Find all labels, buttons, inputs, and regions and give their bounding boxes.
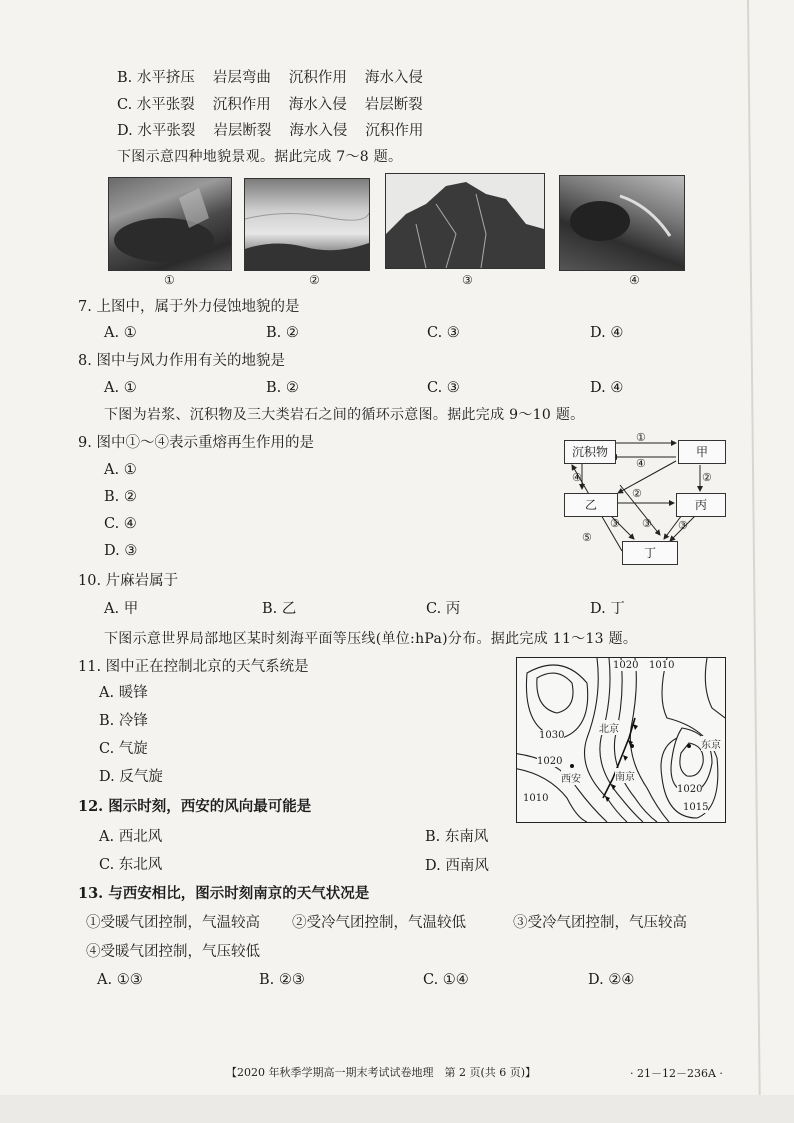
q13-statement-3: ③受冷气团控制，气压较高	[513, 915, 687, 931]
prev-opt-d-4: 沉积作用	[365, 123, 424, 139]
arrow-label-9: ⑤	[582, 531, 592, 544]
q8-stem: 8. 图中与风力作用有关的地貌是	[78, 353, 285, 369]
isobar-label-1020a: 1020	[613, 660, 639, 671]
landform-photo-4	[559, 175, 685, 271]
node-jia: 甲	[678, 440, 726, 464]
isobar-label-1030: 1030	[539, 730, 565, 741]
city-nanjing: 南京	[615, 768, 635, 783]
q9-opt-a: A. ①	[104, 462, 137, 478]
photo-caption-3: ③	[462, 273, 473, 287]
q13-statement-2: ②受冷气团控制，气温较低	[292, 915, 466, 931]
isobar-label-1010a: 1010	[649, 660, 675, 671]
city-beijing: 北京	[599, 720, 619, 735]
q11-opt-b: B. 冷锋	[99, 713, 148, 729]
prev-opt-c-2: 沉积作用	[212, 97, 271, 113]
arrow-label-3: ④	[572, 471, 582, 484]
prev-opt-d-2: 岩层断裂	[213, 123, 272, 139]
landform-photo-2	[244, 178, 370, 271]
arrow-label-2: ④	[636, 457, 646, 470]
q12-opt-d: D. 西南风	[425, 858, 489, 874]
isobar-label-1015: 1015	[683, 802, 709, 813]
q13-stem: 13. 与西安相比，图示时刻南京的天气状况是	[78, 885, 370, 902]
q12-opt-a: A. 西北风	[99, 829, 163, 845]
isobar-label-1020b: 1020	[537, 756, 563, 767]
isobar-label-1020c: 1020	[677, 784, 703, 795]
prev-opt-b	[117, 68, 423, 88]
q9-stem: 9. 图中①～④表示重熔再生作用的是	[78, 435, 314, 451]
q10-opt-c: C. 丙	[426, 601, 461, 617]
q9-opt-c: C. ④	[104, 516, 137, 532]
prev-opt-c	[117, 95, 423, 115]
photo-caption-1: ①	[164, 273, 175, 287]
q11-opt-c: C. 气旋	[99, 741, 148, 757]
city-xian: 西安	[561, 770, 581, 785]
prev-opt-d	[117, 121, 423, 141]
q7-opt-b: B. ②	[266, 325, 299, 341]
prev-opt-c-3: 海水入侵	[288, 97, 347, 113]
q10-opt-a: A. 甲	[104, 601, 139, 617]
intro-q7-8: 下图示意四种地貌景观。据此完成 7～8 题。	[117, 149, 403, 165]
node-bing: 丙	[676, 493, 726, 517]
q12-opt-b: B. 东南风	[425, 829, 489, 845]
prev-opt-c-1: C. 水平张裂	[117, 97, 195, 113]
photo-caption-4: ④	[629, 273, 640, 287]
q7-stem: 7. 上图中，属于外力侵蚀地貌的是	[78, 299, 300, 315]
q11-stem: 11. 图中正在控制北京的天气系统是	[78, 659, 309, 675]
q13-statement-1: ①受暖气团控制，气温较高	[86, 915, 260, 931]
prev-opt-b-1: B. 水平挤压	[117, 70, 195, 86]
q13-opt-a: A. ①③	[97, 972, 143, 988]
arrow-label-7: ③	[642, 517, 652, 530]
photo-caption-2: ②	[309, 273, 320, 287]
arrow-label-4: ②	[702, 471, 712, 484]
intro-q9-10: 下图为岩浆、沉积物及三大类岩石之间的循环示意图。据此完成 9～10 题。	[104, 407, 585, 423]
q7-opt-a: A. ①	[104, 325, 137, 341]
q8-opt-a: A. ①	[104, 380, 137, 396]
footer-title: 【2020 年秋季学期高一期末考试试卷地理 第 2 页(共 6 页)】	[226, 1066, 537, 1079]
rock-cycle-diagram	[560, 431, 730, 570]
arrow-label-6: ③	[610, 517, 620, 530]
q10-opt-d: D. 丁	[590, 601, 625, 617]
node-ding: 丁	[622, 541, 678, 565]
prev-opt-d-1: D. 水平张裂	[117, 123, 196, 139]
q8-opt-c: C. ③	[427, 380, 460, 396]
landform-photo-3	[385, 173, 545, 269]
q9-opt-b: B. ②	[104, 489, 137, 505]
q10-opt-b: B. 乙	[262, 601, 297, 617]
arrow-label-1: ①	[636, 431, 646, 444]
footer-code: · 21－12－236A ·	[630, 1067, 723, 1080]
prev-opt-c-4: 岩层断裂	[364, 97, 423, 113]
q10-stem: 10. 片麻岩属于	[78, 573, 179, 589]
q11-opt-a: A. 暖锋	[99, 685, 148, 701]
isobar-map	[516, 657, 726, 823]
q13-opt-d: D. ②④	[588, 972, 635, 988]
q9-opt-d: D. ③	[104, 543, 138, 559]
prev-opt-b-2: 岩层弯曲	[212, 70, 271, 86]
arrow-label-8: ③	[678, 519, 688, 532]
prev-opt-b-4: 海水入侵	[364, 70, 423, 86]
isobar-label-1010b: 1010	[523, 793, 549, 804]
node-sediment: 沉积物	[564, 440, 616, 464]
node-yi: 乙	[564, 493, 618, 517]
prev-opt-d-3: 海水入侵	[289, 123, 348, 139]
city-tokyo: 东京	[701, 736, 721, 751]
q7-opt-c: C. ③	[427, 325, 460, 341]
q8-opt-d: D. ④	[590, 380, 624, 396]
q11-opt-d: D. 反气旋	[99, 769, 163, 785]
q13-statement-4: ④受暖气团控制，气压较低	[86, 944, 260, 960]
landform-photo-1	[108, 177, 232, 271]
q13-opt-b: B. ②③	[259, 972, 305, 988]
q8-opt-b: B. ②	[266, 380, 299, 396]
q12-opt-c: C. 东北风	[99, 857, 163, 873]
intro-q11-13: 下图示意世界局部地区某时刻海平面等压线(单位:hPa)分布。据此完成 11～13 题。	[104, 631, 638, 647]
q13-opt-c: C. ①④	[423, 972, 469, 988]
q7-opt-d: D. ④	[590, 325, 624, 341]
q12-stem: 12. 图示时刻，西安的风向最可能是	[78, 798, 312, 815]
prev-opt-b-3: 沉积作用	[288, 70, 347, 86]
arrow-label-5: ②	[632, 487, 642, 500]
